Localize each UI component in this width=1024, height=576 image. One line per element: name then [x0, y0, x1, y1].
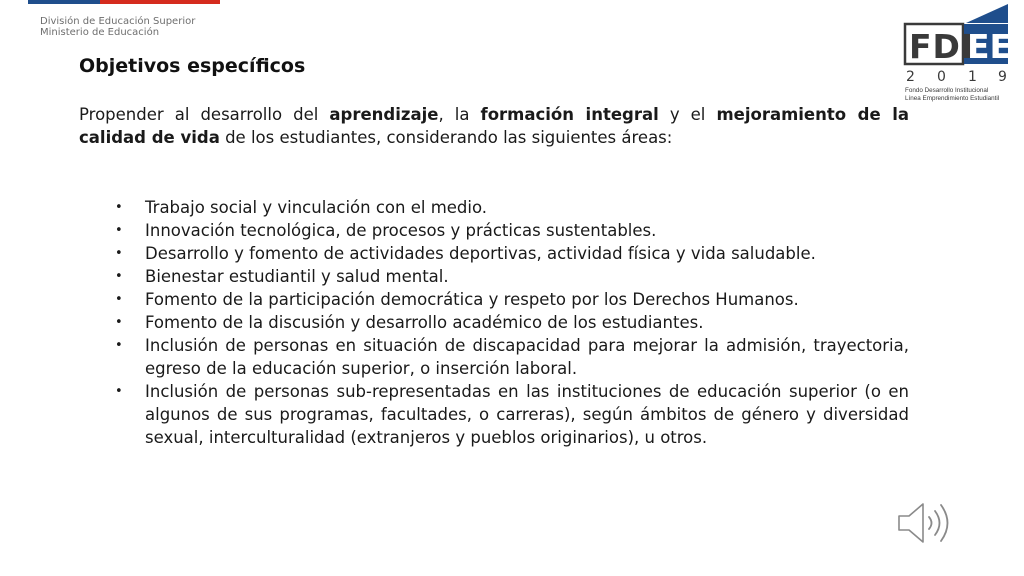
svg-text:1: 1 — [968, 69, 977, 85]
svg-text:9: 9 — [998, 69, 1007, 85]
bullet: • — [115, 384, 123, 399]
area-item: • Inclusión de personas sub-representadas en las instituciones de educación superior (o en algunos de sus programas, facultades, o carreras), según ámbitos de género y diversidad sexual, interculturalidad (extranjeros y pueblos originarios), u otros. — [115, 382, 909, 447]
ministry-name: Ministerio de Educación — [40, 27, 160, 38]
header-flag-blue-stripe — [28, 0, 100, 4]
keyword-formacion-integral: formación integral — [480, 105, 659, 124]
area-item: • Innovación tecnológica, de procesos y prácticas sustentables. — [115, 221, 657, 240]
areas-list — [115, 196, 909, 449]
ministry-header — [40, 16, 195, 38]
bullet: • — [115, 315, 123, 330]
area-item: • Inclusión de personas en situación de discapacidad para mejorar la admisión, trayectoria, egreso de la educación superior, o inserción laboral. — [115, 336, 909, 378]
header-flag-red-stripe — [100, 0, 220, 4]
area-item: • Desarrollo y fomento de actividades deportivas, actividad física y vida saludable. — [115, 244, 816, 263]
logo-subtitle-fund: Fondo Desarrollo Institucional — [905, 87, 989, 94]
keyword-aprendizaje: aprendizaje — [329, 105, 439, 124]
slide-title: Objetivos específicos — [79, 55, 306, 77]
intro-paragraph: Propender al desarrollo del aprendizaje, la formación integral y el mejoramiento de la calidad de vida de los estudiantes, considerando las siguientes áreas: — [79, 105, 909, 147]
speaker-icon[interactable] — [893, 498, 957, 548]
bullet: • — [115, 269, 123, 284]
bullet: • — [115, 223, 123, 238]
svg-text:EE: EE — [967, 27, 1012, 66]
logo-subtitle-line: Línea Emprendimiento Estudiantil — [905, 95, 1000, 102]
area-item: • Trabajo social y vinculación con el medio. — [115, 198, 488, 217]
area-item: • Fomento de la participación democrática y respeto por los Derechos Humanos. — [115, 290, 799, 309]
svg-text:2: 2 — [906, 69, 915, 85]
area-item: • Bienestar estudiantil y salud mental. — [115, 267, 449, 286]
bullet: • — [115, 200, 123, 215]
fdi-ee-logo — [900, 3, 1012, 103]
area-item: • Fomento de la discusión y desarrollo académico de los estudiantes. — [115, 313, 704, 332]
bullet: • — [115, 292, 123, 307]
bullet: • — [115, 338, 123, 353]
svg-text:FDI: FDI — [909, 27, 975, 66]
keyword-calidad-de-vida: mejoramiento de la calidad de vida — [79, 105, 909, 147]
svg-text:0: 0 — [937, 69, 946, 85]
bullet: • — [115, 246, 123, 261]
ministry-division: División de Educación Superior — [40, 16, 196, 27]
